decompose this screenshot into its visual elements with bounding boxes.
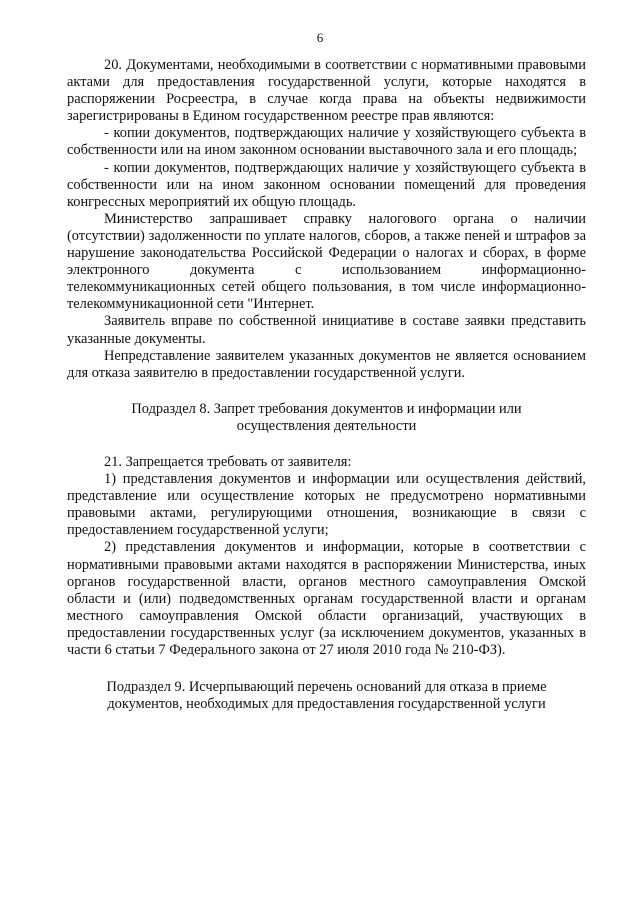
list-item-exhibition-hall: - копии документов, подтверждающих наличие у хозяйствующего субъекта в собственности или на ином законном основании выставочного зала и его площадь;: [67, 125, 586, 159]
paragraph-21-item-1: 1) представления документов и информации или осуществления действий, представление или осуществление которых не предусмотрено нормативными правовыми актами, регулирующими отношения, возникающие в связи с предоставлением государственной услуги;: [67, 471, 586, 539]
paragraph-21: 21. Запрещается требовать от заявителя:: [104, 453, 352, 470]
paragraph-applicant-right: Заявитель вправе по собственной инициативе в составе заявки представить указанные документы.: [67, 313, 586, 347]
subsection-9-heading: Подраздел 9. Исчерпывающий перечень оснований для отказа в приеме документов, необходимых для предоставления государственной услуги: [106, 679, 547, 713]
document-body: [67, 57, 586, 713]
paragraph-ministry-request: Министерство запрашивает справку налогового органа о наличии (отсутствии) задолженности по уплате налогов, сборов, а также пеней и штрафов за нарушение законодательства Российской Федерации о налогах и сборах, в форме электронного документа с использованием информационно-телекоммуникационных сетей общего пользования, в том числе информационно-телекоммуникационной сети "Интернет.: [67, 210, 586, 313]
paragraph-20: 20. Документами, необходимыми в соответствии с нормативными правовыми актами для предоставления государственной услуги, которые находятся в распоряжении Росреестра, в случае когда права на объекты недвижимости зарегистрированы в Едином государственном реестре прав являются:: [67, 57, 586, 125]
page-number: 6: [316, 30, 324, 45]
list-item-congress-premises: - копии документов, подтверждающих наличие у хозяйствующего субъекта в собственности или на ином законном основании помещений для проведения конгрессных мероприятий их общую площадь.: [67, 159, 586, 210]
paragraph-nonsubmission: Непредставление заявителем указанных документов не является основанием для отказа заявителю в предоставлении государственной услуги.: [67, 347, 586, 381]
subsection-8-heading: Подраздел 8. Запрет требования документов и информации или осуществления деятельности: [131, 400, 522, 434]
paragraph-21-item-2: 2) представления документов и информации, которые в соответствии с нормативными правовыми актами находятся в распоряжении Министерства, иных органов государственной власти, органов местного самоуправления Омской области и (или) подведомственных органам государственной власти и органам местного самоуправления Омской области организаций, участвующих в предоставлении государственных услуг (за исключением документов, указанных в части 6 статьи 7 Федерального закона от 27 июля 2010 года № 210-ФЗ).: [67, 539, 586, 658]
